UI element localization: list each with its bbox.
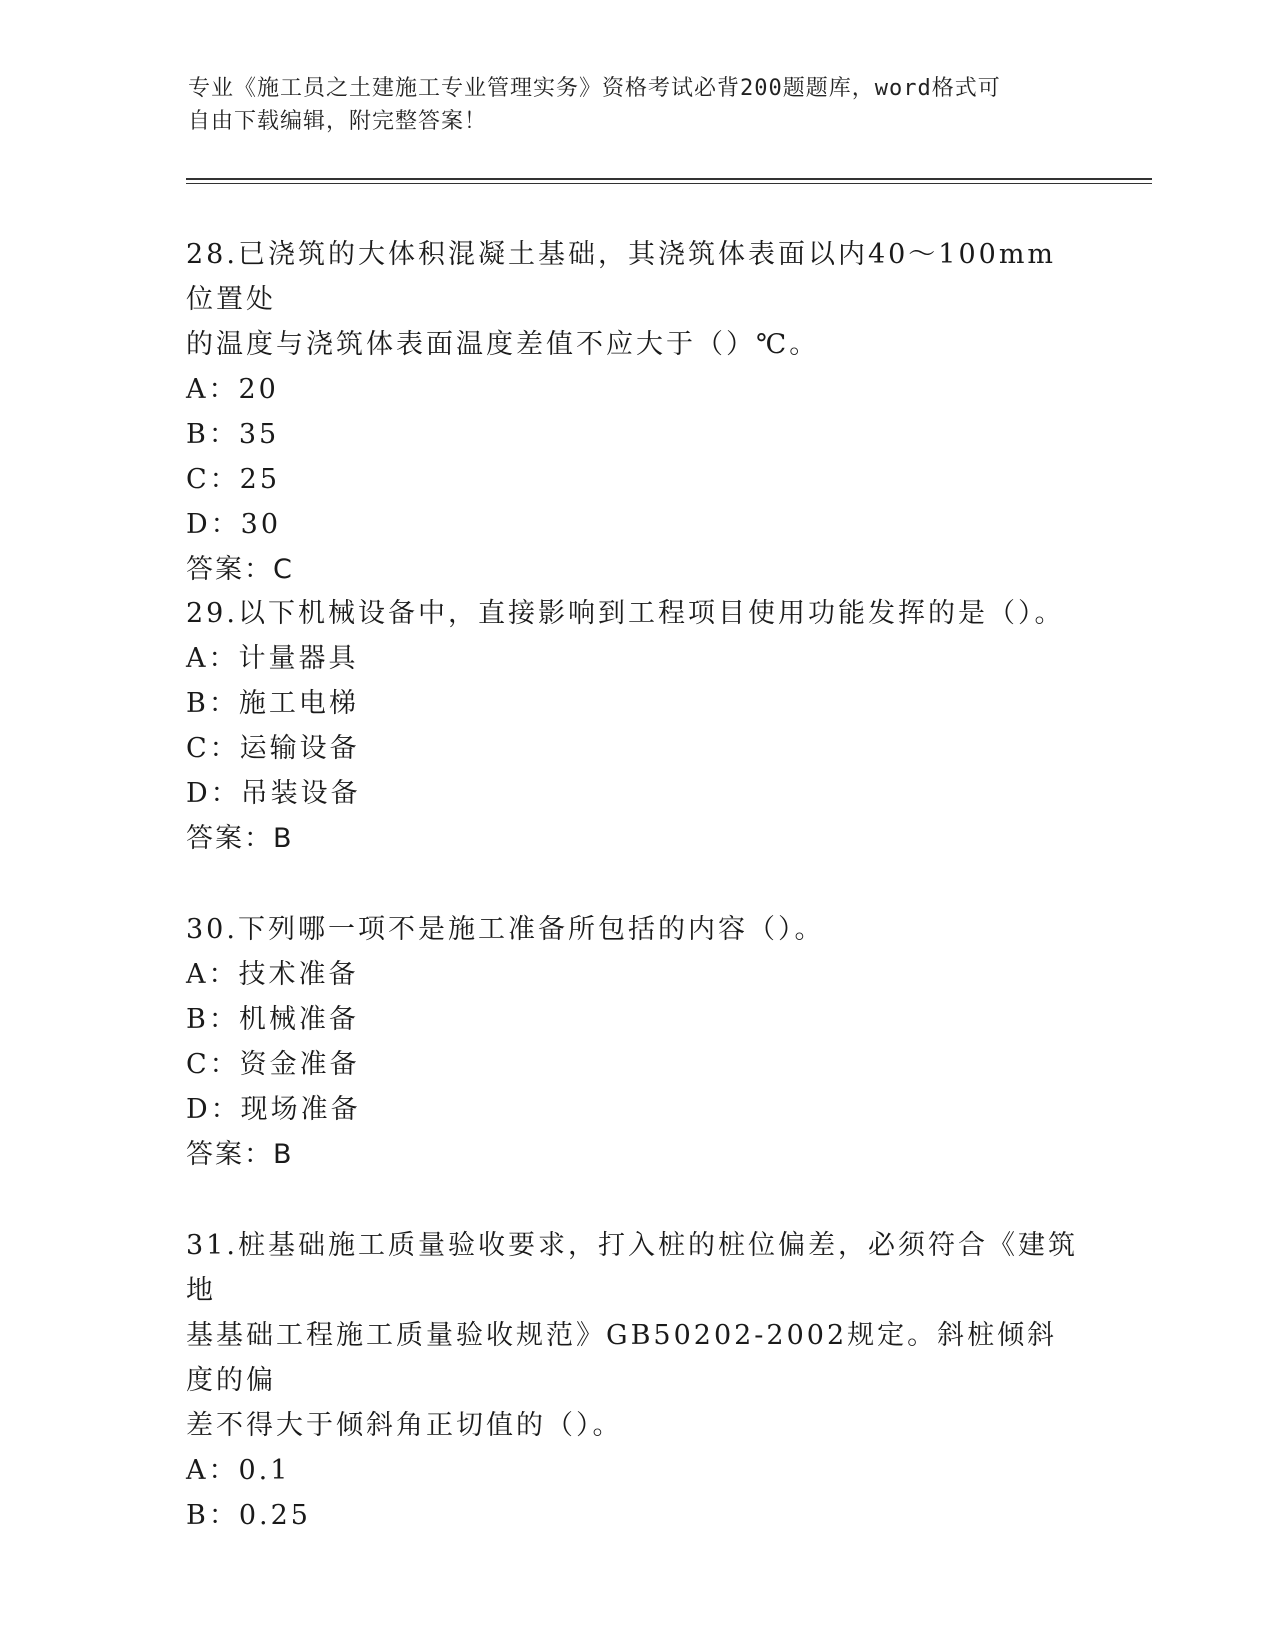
option-separator: ： [208,1455,239,1486]
answer-label: 答案：B [186,1139,294,1170]
option-text: 施工电梯 [238,688,359,719]
question-28 [186,232,1086,592]
question-30 [186,907,1086,1177]
option-separator: ： [209,733,240,764]
option-text: 吊装设备 [240,778,361,809]
header-divider-thin [186,183,1152,184]
option-b [186,412,1086,457]
question-29 [186,591,1086,861]
option-b [186,1493,1086,1538]
option-text: 20 [238,374,279,405]
question-stem-line: 31.桩基础施工质量验收要求，打入桩的桩位偏差，必须符合《建筑地 [186,1230,1078,1306]
option-a [186,1448,1086,1493]
option-letter: C [186,733,210,764]
option-separator: ： [209,1049,240,1080]
option-text: 35 [238,419,280,450]
option-text: 25 [239,464,281,495]
option-separator: ： [210,509,241,540]
option-separator: ： [210,1094,241,1125]
option-c [186,457,1086,502]
option-letter: B [186,419,209,450]
option-separator: ： [209,464,240,495]
option-letter: D [186,509,211,540]
option-text: 技术准备 [238,959,359,990]
option-letter: D [186,778,211,809]
option-separator: ： [208,419,239,450]
option-text: 资金准备 [239,1049,360,1080]
option-d [186,771,1086,816]
option-text: 30 [240,509,282,540]
option-text: 现场准备 [240,1094,361,1125]
option-text: 0.1 [238,1455,291,1486]
question-stem-line: 28.已浇筑的大体积混凝土基础，其浇筑体表面以内40～100mm位置处 [186,239,1057,315]
option-separator: ： [208,374,239,405]
option-d [186,1087,1086,1132]
question-stem-line: 基基础工程施工质量验收规范》GB50202-2002规定。斜桩倾斜度的偏 [186,1320,1058,1396]
option-letter: B [186,1500,209,1531]
header-divider-thick [186,178,1152,180]
question-stem-line: 30.下列哪一项不是施工准备所包括的内容（）。 [186,914,825,945]
option-a [186,952,1086,997]
option-d [186,502,1086,547]
option-text: 运输设备 [239,733,360,764]
question-stem-line: 差不得大于倾斜角正切值的（）。 [186,1410,623,1441]
option-separator: ： [210,778,241,809]
option-separator: ： [208,1500,239,1531]
option-letter: B [186,688,209,719]
option-b [186,997,1086,1042]
option-letter: C [186,1049,210,1080]
question-31 [186,1223,1086,1538]
option-letter: A [186,374,209,405]
option-letter: A [186,1455,209,1486]
document-header [188,72,1068,138]
option-letter: C [186,464,210,495]
option-a [186,636,1086,681]
option-separator: ： [208,643,239,674]
option-b [186,681,1086,726]
option-c [186,726,1086,771]
answer-label: 答案：B [186,823,294,854]
option-c [186,1042,1086,1087]
option-letter: D [186,1094,211,1125]
header-line-2: 自由下载编辑，附完整答案！ [188,109,488,134]
answer-label: 答案：C [186,554,294,585]
question-stem-line: 的温度与浇筑体表面温度差值不应大于（）℃。 [186,329,820,360]
option-text: 机械准备 [238,1004,359,1035]
option-separator: ： [208,959,239,990]
option-letter: A [186,959,209,990]
option-text: 计量器具 [238,643,359,674]
option-a [186,367,1086,412]
option-letter: B [186,1004,209,1035]
option-separator: ： [208,1004,239,1035]
header-line-1: 专业《施工员之土建施工专业管理实务》资格考试必背200题题库，word格式可 [188,76,1001,101]
option-separator: ： [208,688,239,719]
option-letter: A [186,643,209,674]
question-stem-line: 29.以下机械设备中，直接影响到工程项目使用功能发挥的是（）。 [186,598,1065,629]
option-text: 0.25 [238,1500,311,1531]
